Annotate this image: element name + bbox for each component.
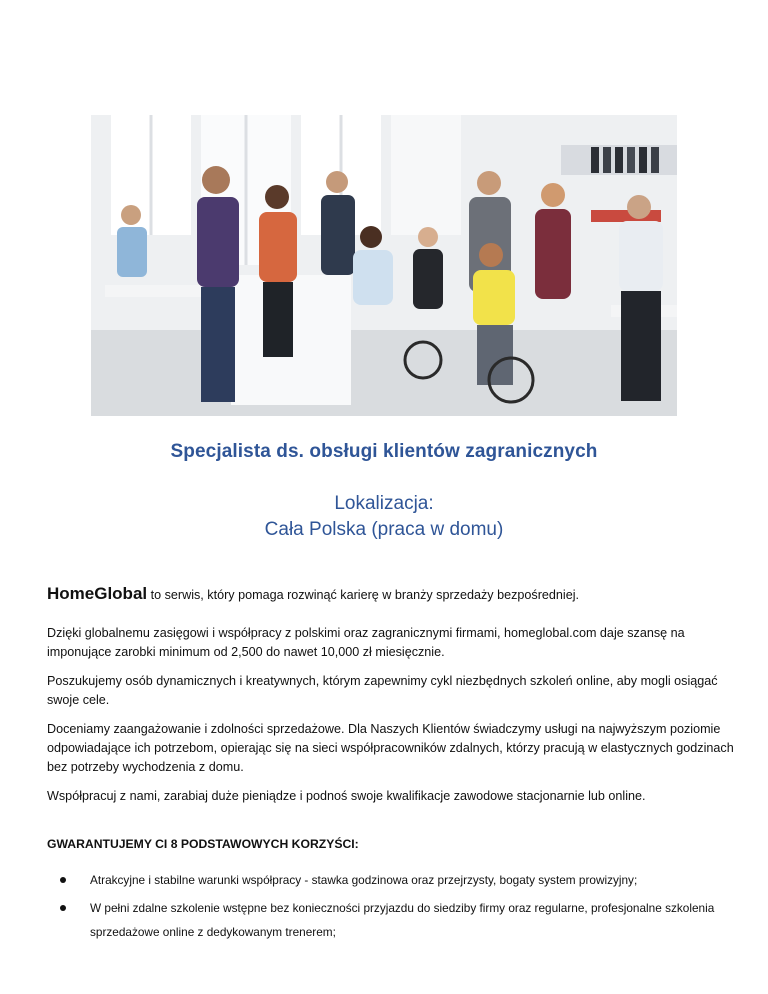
benefits-list — [57, 868, 737, 948]
benefit-text: Atrakcyjne i stabilne warunki współpracy - stawka godzinowa oraz przejrzysty, bogaty system prowizyjny; — [90, 873, 638, 887]
job-title: Specjalista ds. obsługi klientów zagranicznych — [170, 441, 598, 462]
location-value: Cała Polska (praca w domu) — [264, 519, 504, 540]
paragraph-values: Doceniamy zaangażowanie i zdolności sprzedażowe. Dla Naszych Klientów świadczymy usługi na najwyższym poziomie odpowiadające ich potrzebom, opierając się na sieci współpracowników zdalnych, którzy pracują w elastycznych godzinach bez potrzeby wychodzenia z domu. — [47, 722, 734, 774]
location-label: Lokalizacja: — [334, 493, 434, 514]
office-team-illustration — [91, 115, 677, 416]
intro-text: to serwis, który pomaga rozwinąć karierę w branży sprzedaży bezpośredniej. — [147, 588, 579, 602]
paragraph-reach: Dzięki globalnemu zasięgowi i współpracy z polskimi oraz zagranicznymi firmami, homeglobal.com daje szansę na imponujące zarobki minimum od 2,500 do nawet 10,000 zł miesięcznie. — [47, 626, 685, 659]
brand-name: HomeGlobal — [47, 584, 148, 603]
benefit-text: W pełni zdalne szkolenie wstępne bez konieczności przyjazdu do siedziby firmy oraz regularne, profesjonalne szkolenia sprzedażowe online z dedykowanym trenerem; — [90, 901, 715, 939]
team-photo — [91, 115, 677, 416]
paragraph-cta: Współpracuj z nami, zarabiaj duże pieniądze i podnoś swoje kwalifikacje zawodowe stacjonarnie lub online. — [47, 789, 646, 803]
list-item — [57, 868, 737, 892]
list-item — [57, 896, 737, 944]
paragraph-seeking: Poszukujemy osób dynamicznych i kreatywnych, którym zapewnimy cykl niezbędnych szkoleń online, aby mogli osiągać swoje cele. — [47, 674, 718, 707]
bullet-icon — [60, 905, 66, 911]
intro-paragraph — [47, 584, 737, 605]
bullet-icon — [60, 877, 66, 883]
benefits-heading: GWARANTUJEMY CI 8 PODSTAWOWYCH KORZYŚCI: — [47, 837, 359, 851]
